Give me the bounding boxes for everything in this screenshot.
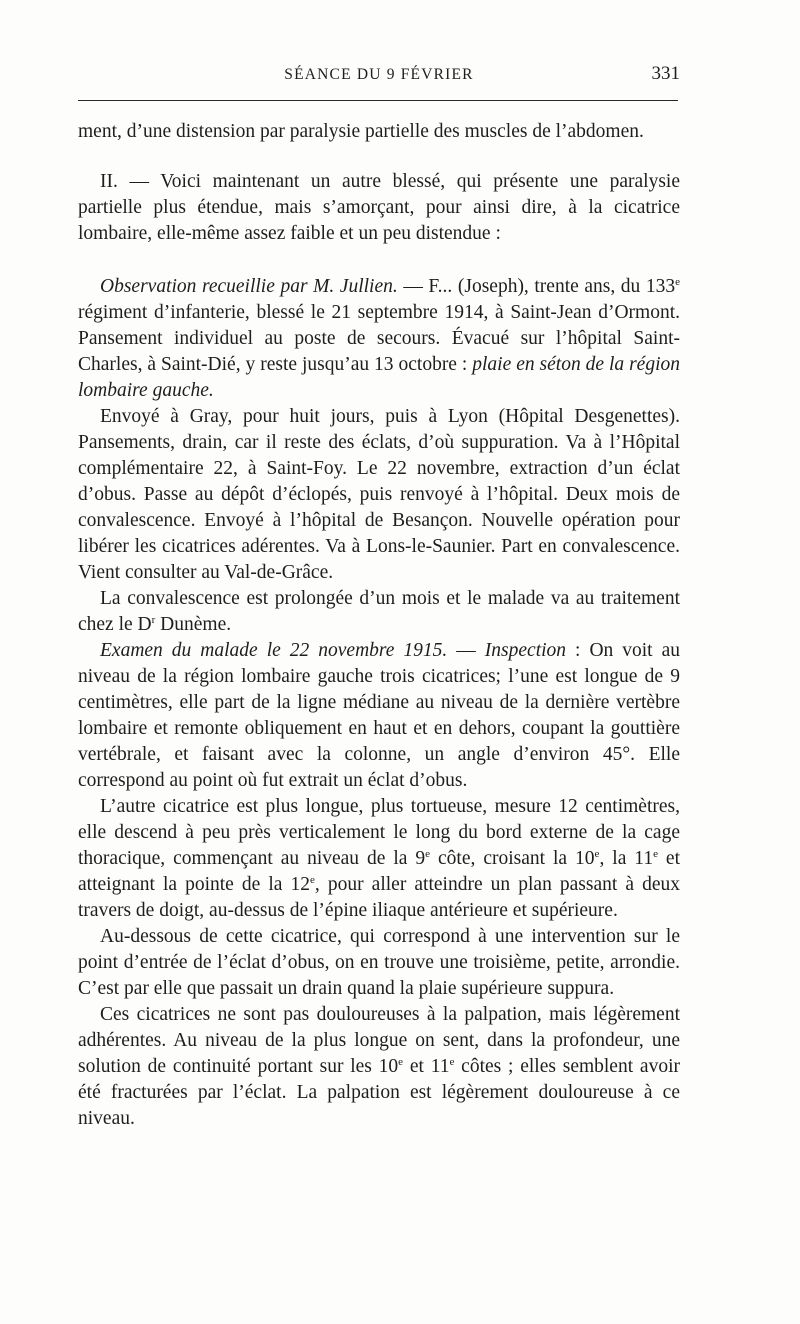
page-number: 331 <box>651 63 680 84</box>
paragraph-text: Ces cicatrices ne sont pas douloureuses à la palpation, mais légèrement adhérentes. Au niveau de la plus longue on sent, dans la profondeur, une solution de continuité portant sur les 10 <box>78 1004 680 1077</box>
paragraph-text: ment, d’une distension par paralysie partielle des muscles de l’abdomen. <box>78 121 644 142</box>
paragraph-text: côte, croisant la 10 <box>430 848 595 869</box>
superscript: e <box>449 1056 455 1068</box>
paragraph-text: Au-dessous de cette cicatrice, qui correspond à une intervention sur le point d’entrée de l’éclat d’obus, on en trouve une troisième, petite, arrondie. C’est par elle que passait un drain quand la plaie supérieure suppura. <box>78 926 680 999</box>
paragraph-text: II. — Voici maintenant un autre blessé, qui présente une paralysie partielle plus étendue, mais s’amorçant, pour ainsi dire, à la cicatrice lombaire, elle-même assez faible et un peu distendue : <box>78 171 680 244</box>
superscript: e <box>653 848 658 860</box>
paragraph-second-scar <box>78 794 680 924</box>
running-title: SÉANCE DU 9 FÉVRIER <box>284 66 474 83</box>
paragraph-text: , la 11 <box>599 848 654 869</box>
paragraph-text: et atteignant la pointe de la 12 <box>78 848 680 895</box>
paragraph-text: Dunème. <box>155 614 232 635</box>
paragraph-text: côtes ; elles semblent avoir été fracturées par l’éclat. La palpation est légèrement douloureuse à ce niveau. <box>78 1056 680 1129</box>
paragraph-convalescence <box>78 586 680 638</box>
superscript: r <box>151 614 156 626</box>
header-rule <box>78 100 678 101</box>
paragraph-text: — <box>447 640 485 661</box>
paragraph-continuation <box>78 119 680 145</box>
paragraph-text: : On voit au niveau de la région lombaire gauche trois cicatrices; l’une est longue de 9 centimètres, elle part de la ligne médiane au niveau de la dernière vertèbre lombaire et remonte obliquement en haut et en dehors, coupant la gouttière vertébrale, et faisant avec la colonne, un angle d’environ 45°. Elle correspond au point où fut extrait un éclat d’obus. <box>78 640 681 791</box>
paragraph-text: , pour aller atteindre un plan passant à deux travers de doigt, au-dessus de l’épine iliaque antérieure et supérieure. <box>78 874 680 921</box>
body-text <box>78 119 680 1132</box>
superscript: e <box>398 1056 404 1068</box>
diagnosis-italic: plaie en séton de la région lombaire gauche. <box>78 354 680 401</box>
paragraph-text: et 11 <box>403 1056 450 1077</box>
paragraph-section-ii <box>78 169 680 247</box>
running-head <box>78 60 680 90</box>
paragraph-third-scar <box>78 924 680 1002</box>
paragraph-history <box>78 404 680 586</box>
paragraph-examination <box>78 638 680 794</box>
paragraph-observation <box>78 274 680 404</box>
superscript: e <box>310 874 315 886</box>
inspection-heading: Inspection <box>484 640 567 661</box>
paragraph-palpation <box>78 1002 680 1132</box>
paragraph-text: L’autre cicatrice est plus longue, plus tortueuse, mesure 12 centimètres, elle descend à peu près verticalement le long du bord externe de la cage thoracique, commençant au niveau de la 9 <box>78 796 680 869</box>
superscript: e <box>594 848 600 860</box>
superscript: e <box>675 276 680 288</box>
paragraph-text: régiment d’infanterie, blessé le 21 septembre 1914, à Saint-Jean d’Ormont. Pansement individuel au poste de secours. Évacué sur l’hôpital Saint-Charles, à Saint-Dié, y reste jusqu’au 13 octobre : <box>78 302 680 375</box>
observation-heading: Observation recueillie par M. Jullien. <box>100 276 398 297</box>
examination-heading: Examen du malade le 22 novembre 1915. <box>100 640 448 661</box>
paragraph-text: — F... (Joseph), trente ans, du 133 <box>397 276 676 297</box>
paragraph-text: La convalescence est prolongée d’un mois et le malade va au traitement chez le D <box>78 588 680 635</box>
paragraph-text: Envoyé à Gray, pour huit jours, puis à Lyon (Hôpital Desgenettes). Pansements, drain, car il reste des éclats, d’où suppuration. Va à l’Hôpital complémentaire 22, à Saint-Foy. Le 22 novembre, extraction d’un éclat d’obus. Passe au dépôt d’éclopés, puis renvoyé à l’hôpital. Deux mois de convalescence. Envoyé à l’hôpital de Besançon. Nouvelle opération pour libérer les cicatrices adérentes. Va à Lons-le-Saunier. Part en convalescence. Vient consulter au Val-de-Grâce. <box>78 406 680 583</box>
superscript: e <box>425 848 431 860</box>
